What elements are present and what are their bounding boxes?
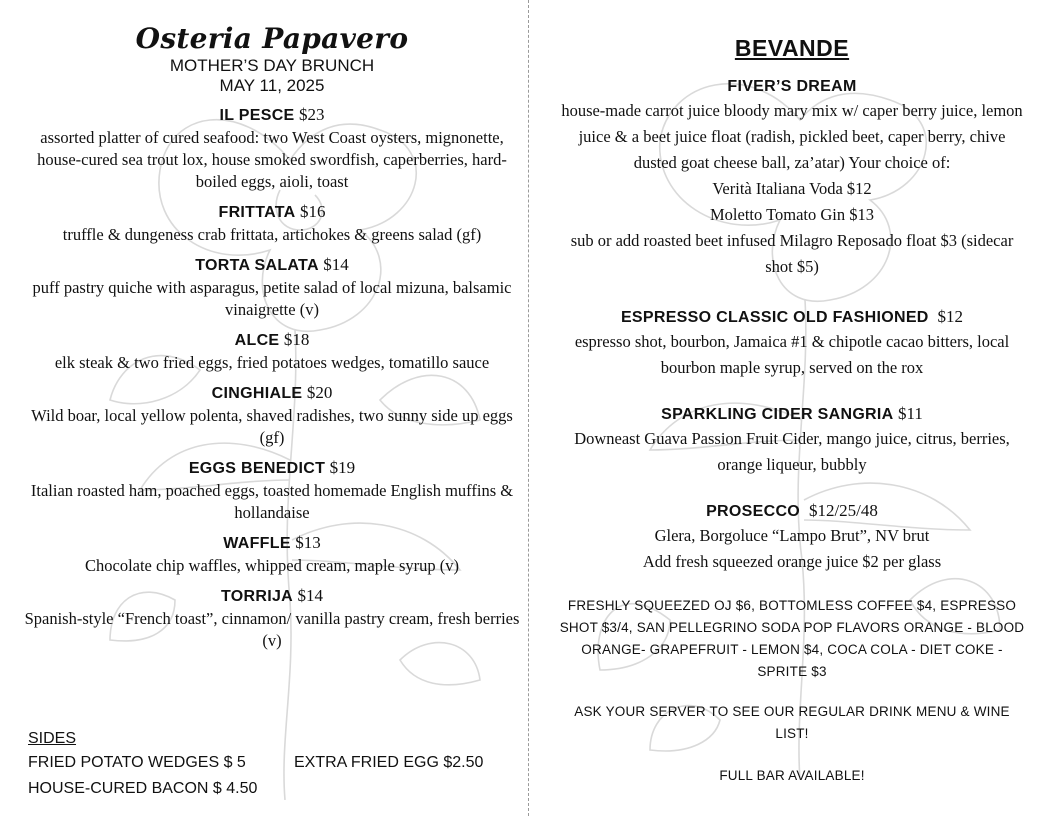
item-description: truffle & dungeness crab frittata, artichokes & greens salad (gf)	[62, 225, 482, 244]
side-item: FRIED POTATO WEDGES $ 5	[28, 754, 246, 771]
item-name: IL PESCE	[219, 107, 295, 124]
beverage-option: Verità Italiana Voda $12	[712, 179, 872, 198]
beverage-price: $12/25/48	[808, 501, 878, 520]
beverage-item	[556, 403, 1028, 478]
item-price: $16	[300, 202, 326, 221]
item-description: puff pastry quiche with asparagus, petite salad of local mizuna, balsamic vinaigrette (v)	[32, 278, 512, 319]
item-description: Italian roasted ham, poached eggs, toasted homemade English muffins & hollandaise	[30, 481, 514, 522]
beverage-description: espresso shot, bourbon, Jamaica #1 & chipotle cacao bitters, local bourbon maple syrup, served on the rox	[574, 332, 1010, 377]
restaurant-name: Osteria Papavero	[135, 22, 409, 55]
beverage-name: PROSECCO	[706, 503, 801, 520]
beverage-addon: Add fresh squeezed orange juice $2 per glass	[642, 552, 942, 571]
sides-title: SIDES	[28, 730, 77, 747]
full-bar-note: FULL BAR AVAILABLE!	[719, 768, 865, 783]
item-price: $18	[283, 330, 310, 349]
item-description: Spanish-style “French toast”, cinnamon/ vanilla pastry cream, fresh berries (v)	[24, 609, 520, 650]
food-column	[22, 0, 522, 652]
menu-item	[22, 382, 522, 449]
item-price: $19	[329, 458, 356, 477]
beverage-description: house-made carrot juice bloody mary mix w/ caper berry juice, lemon juice & a beet juice float (radish, pickled beet, caper berry, chive dusted goat cheese ball, za’atar) Your choice of:	[561, 101, 1023, 172]
item-name: TORTA SALATA	[195, 257, 319, 274]
menu-item	[22, 201, 522, 246]
item-price: $23	[298, 105, 325, 124]
beverage-name: SPARKLING CIDER SANGRIA	[661, 406, 894, 423]
event-date: MAY 11, 2025	[219, 76, 325, 95]
menu-item	[22, 532, 522, 577]
beverage-description: Glera, Borgoluce “Lampo Brut”, NV brut	[654, 526, 930, 545]
item-description: Chocolate chip waffles, whipped cream, maple syrup (v)	[84, 556, 460, 575]
item-name: WAFFLE	[223, 535, 291, 552]
beverage-item	[556, 76, 1028, 280]
ask-server-note: ASK YOUR SERVER TO SEE OUR REGULAR DRINK MENU & WINE LIST!	[574, 704, 1010, 741]
side-item: EXTRA FRIED EGG $2.50	[294, 754, 484, 771]
menu-item	[22, 254, 522, 321]
item-description: Wild boar, local yellow polenta, shaved radishes, two sunny side up eggs (gf)	[31, 406, 513, 447]
beverage-name: FIVER’S DREAM	[727, 78, 857, 95]
menu-item	[22, 585, 522, 652]
item-description: elk steak & two fried eggs, fried potatoes wedges, tomatillo sauce	[54, 353, 490, 372]
item-price: $14	[297, 586, 323, 605]
item-name: TORRIJA	[221, 588, 294, 605]
beverage-item	[556, 306, 1028, 381]
item-price: $20	[306, 383, 333, 402]
beverage-column	[556, 0, 1028, 787]
item-name: FRITTATA	[218, 204, 296, 221]
beverage-addon: sub or add roasted beet infused Milagro Reposado float $3 (sidecar shot $5)	[570, 231, 1014, 276]
beverage-description: Downeast Guava Passion Fruit Cider, mango juice, citrus, berries, orange liqueur, bubbly	[574, 429, 1010, 474]
menu-item	[22, 329, 522, 374]
item-description: assorted platter of cured seafood: two West Coast oysters, mignonette, house-cured sea trout lox, house smoked swordfish, caperberries, hard-boiled eggs, aioli, toast	[37, 128, 507, 191]
beverage-title: BEVANDE	[734, 35, 850, 61]
other-drinks: FRESHLY SQUEEZED OJ $6, BOTTOMLESS COFFEE $4, ESPRESSO SHOT $3/4, SAN PELLEGRINO SODA POP FLAVORS ORANGE - BLOOD ORANGE- GRAPEFRUIT - LEMON $4, COCA COLA - DIET COKE - SPRITE $3	[559, 598, 1025, 679]
item-price: $13	[295, 533, 321, 552]
fold-divider	[528, 0, 529, 816]
menu-item	[22, 457, 522, 524]
side-item: HOUSE-CURED BACON $ 4.50	[28, 780, 258, 797]
item-name: CINGHIALE	[211, 385, 303, 402]
item-name: EGGS BENEDICT	[188, 460, 326, 477]
beverage-price: $11	[897, 404, 923, 423]
item-price: $14	[323, 255, 349, 274]
beverage-option: Moletto Tomato Gin $13	[710, 205, 874, 224]
beverage-name: ESPRESSO CLASSIC OLD FASHIONED	[620, 309, 929, 326]
beverage-item	[556, 500, 1028, 575]
event-title: MOTHER’S DAY BRUNCH	[169, 56, 375, 75]
sides-section	[28, 728, 508, 802]
item-name: ALCE	[234, 332, 280, 349]
menu-item	[22, 104, 522, 193]
beverage-price: $12	[937, 307, 964, 326]
